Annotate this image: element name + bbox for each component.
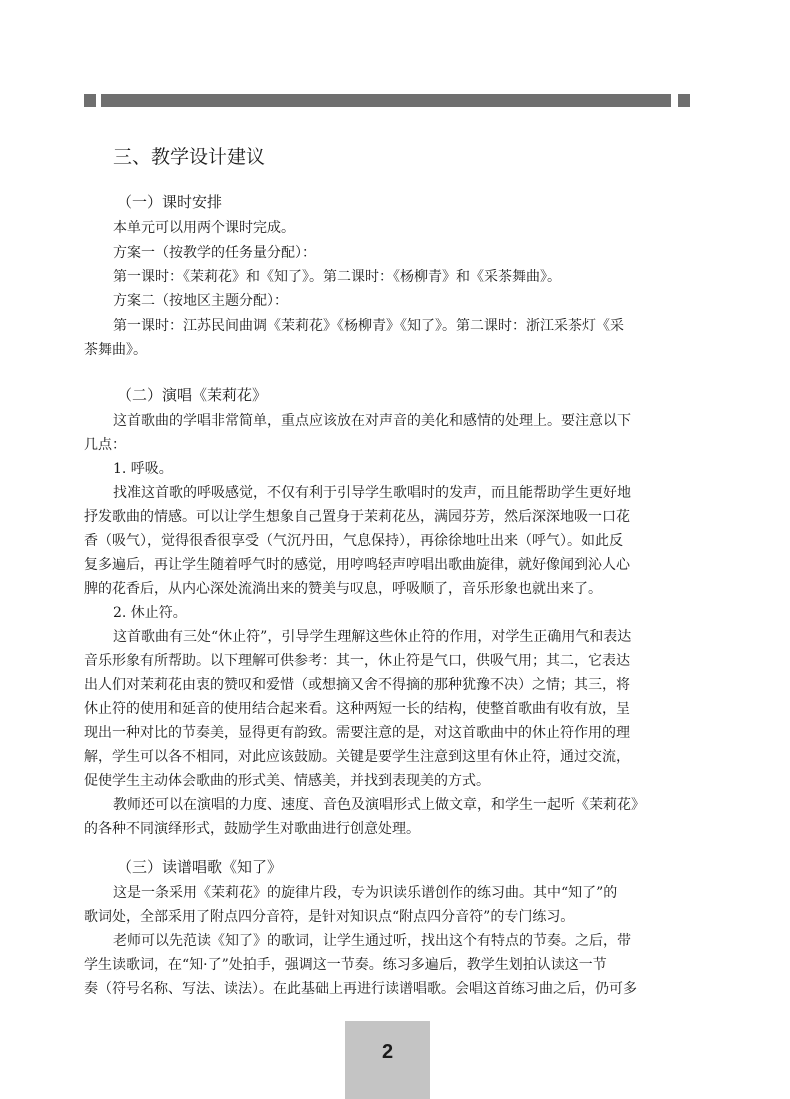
paragraph-line: 现出一种对比的节奏美，显得更有韵致。需要注意的是，对这首歌曲中的休止符作用的理 xyxy=(84,725,630,741)
section-heading-schedule: （一）课时安排 xyxy=(117,193,223,211)
paragraph-line: 方案一（按教学的任务量分配）： xyxy=(113,245,316,261)
list-item-heading: 1. 呼吸。 xyxy=(113,461,173,477)
header-bar xyxy=(101,94,671,107)
paragraph-line: 奏（符号名称、写法、读法）。在此基础上再进行读谱唱歌。会唱这首练习曲之后，仍可多 xyxy=(84,981,637,997)
paragraph-line: 第一课时：《茉莉花》和《知了》。第二课时：《杨柳青》和《采茶舞曲》。 xyxy=(113,269,561,285)
paragraph-line: 教师还可以在演唱的力度、速度、音色及演唱形式上做文章，和学生一起听《茉莉花》 xyxy=(113,797,645,813)
paragraph-line: 本单元可以用两个课时完成。 xyxy=(113,220,295,236)
paragraph-line: 茶舞曲》。 xyxy=(84,342,147,358)
header-bar-left-block xyxy=(84,94,96,107)
paragraph-line: 音乐形象有所帮助。以下理解可供参考：其一，休止符是气口，供吸气用；其二，它表达 xyxy=(84,653,630,669)
paragraph-line: 这首歌曲有三处“休止符”，引导学生理解这些休止符的作用，对学生正确用气和表达 xyxy=(113,629,632,645)
paragraph-line: 的各种不同演绎形式，鼓励学生对歌曲进行创意处理。 xyxy=(84,821,420,837)
paragraph-line: 促使学生主动体会歌曲的形式美、情感美，并找到表现美的方式。 xyxy=(84,773,490,789)
paragraph-line: 休止符的使用和延音的使用结合起来看。这种两短一长的结构，使整首歌曲有收有放，呈 xyxy=(84,701,630,717)
paragraph-line: 出人们对茉莉花由衷的赞叹和爱惜（或想摘又舍不得摘的那种犹豫不决）之情；其三，将 xyxy=(84,677,630,693)
paragraph-line: 香（吸气），觉得很香很享受（气沉丹田，气息保持），再徐徐地吐出来（呼气）。如此反 xyxy=(84,533,623,549)
paragraph-line: 找准这首歌的呼吸感觉，不仅有利于引导学生歌唱时的发声，而且能帮助学生更好地 xyxy=(113,485,631,501)
section-heading-jasmine: （二）演唱《茉莉花》 xyxy=(117,386,268,404)
paragraph-line: 复多遍后，再让学生随着呼气时的感觉，用哼鸣轻声哼唱出歌曲旋律，就好像闻到沁人心 xyxy=(84,557,630,573)
page-number: 2 xyxy=(381,1041,394,1063)
paragraph-line: 这首歌曲的学唱非常简单，重点应该放在对声音的美化和感情的处理上。要注意以下 xyxy=(113,413,631,429)
paragraph-line: 学生读歌词，在“知·了”处拍手，强调这一节奏。练习多遍后，教学生划拍认读这一节 xyxy=(84,957,607,973)
paragraph-line: 几点： xyxy=(84,437,126,453)
paragraph-line: 抒发歌曲的情感。可以让学生想象自己置身于茉莉花丛，满园芬芳，然后深深地吸一口花 xyxy=(84,509,630,525)
page-title: 三、教学设计建议 xyxy=(113,146,266,168)
paragraph-line: 这是一条采用《茉莉花》的旋律片段，专为识读乐谱创作的练习曲。其中“知了”的 xyxy=(113,885,618,901)
paragraph-line: 歌词处，全部采用了附点四分音符，是针对知识点“附点四分音符”的专门练习。 xyxy=(84,909,575,925)
header-bar-right-block xyxy=(678,94,690,107)
paragraph-line: 老师可以先范读《知了》的歌词，让学生通过听，找出这个有特点的节奏。之后，带 xyxy=(113,933,631,949)
paragraph-line: 第一课时：江苏民间曲调《茉莉花》《杨柳青》《知了》。第二课时：浙江采茶灯《采 xyxy=(113,318,624,334)
section-heading-sight-singing: （三）读谱唱歌《知了》 xyxy=(117,858,283,876)
paragraph-line: 解，学生可以各不相同，对此应该鼓励。关键是要学生注意到这里有休止符，通过交流， xyxy=(84,749,630,765)
paragraph-line: 脾的花香后，从内心深处流淌出来的赞美与叹息，呼吸顺了，音乐形象也就出来了。 xyxy=(84,581,602,597)
list-item-heading: 2. 休止符。 xyxy=(113,605,187,621)
paragraph-line: 方案二（按地区主题分配）： xyxy=(113,293,288,309)
